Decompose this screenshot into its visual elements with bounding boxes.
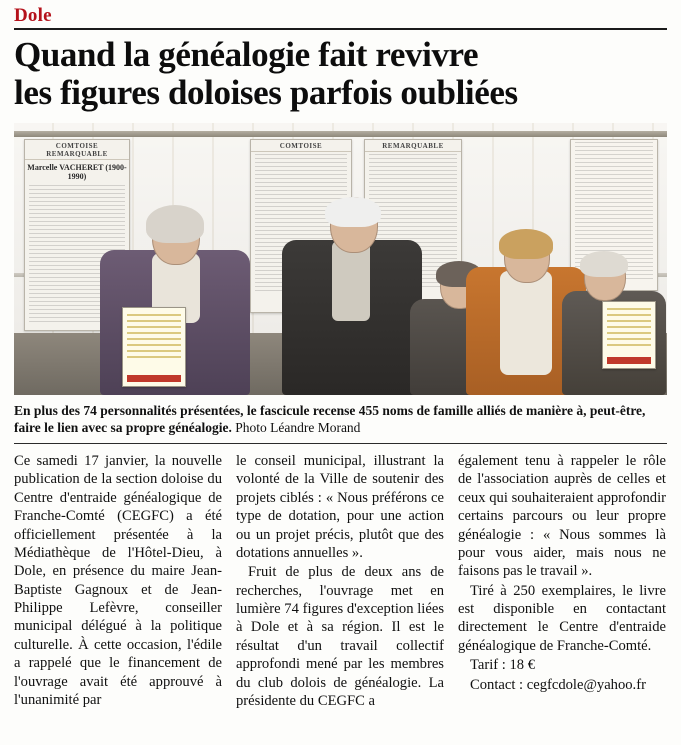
book-band	[127, 375, 181, 382]
article-column-3	[458, 452, 666, 733]
caption-divider	[14, 443, 667, 444]
paragraph: également tenu à rappeler le rôle de l'association auprès de celles et ceux qui souhaiteraient approfondir certains parcours ou leur propre généalogie : « Nous sommes là pour vous aider, mais nous ne faisons pas le travail ».	[458, 453, 666, 580]
headline-line-2: les figures doloises parfois oubliées	[14, 73, 518, 113]
exhibit-panel-name: Marcelle VACHERET (1900-1990)	[27, 162, 127, 181]
person-5-hair	[580, 251, 628, 277]
contact-info: Contact : cegfcdole@yahoo.fr	[470, 676, 646, 693]
paragraph: le conseil municipal, illustrant la volonté de la Ville de soutenir des projets ciblés : « Nous préférons ce type de dotation, pour une action ou un projet précis, plutôt que des dotations annuelles ».	[236, 453, 444, 561]
book-lines	[127, 314, 181, 361]
paragraph: Tiré à 250 exemplaires, le livre est disponible en contactant directement le Centre d'entraide généalogique de Franche-Comté.	[458, 582, 666, 654]
article-photo	[14, 123, 667, 395]
paragraph: Ce samedi 17 janvier, la nouvelle publication de la section doloise du Centre d'entraide généalogique de Franche-Comté (CEGFC) a été officiellement présentée à la Médiathèque de l'Hôtel-Dieu, à Dole, en présence du maire Jean-Baptiste Gagnoux et de Jean-Philippe Lefèvre, conseiller municipal délégué à la politique culturelle. À cette occasion, l'édile a rappelé que le financement de l'ouvrage avait été approuvé à l'unanimité par	[14, 453, 222, 708]
exhibit-panel-header: COMTOISE REMARQUABLE	[25, 140, 129, 160]
headline-line-1: Quand la généalogie fait revivre	[14, 34, 479, 74]
person-2-hair	[325, 197, 381, 227]
caption-text: En plus des 74 personnalités présentées, le fascicule recense 455 noms de famille alliés de manière à, peut-être, faire le lien avec sa propre généalogie.	[14, 402, 646, 436]
board-beam-top	[14, 131, 667, 137]
paragraph: Fruit de plus de deux ans de recherches, l'ouvrage met en lumière 74 figures d'exception liées à Dole et à sa région. Il est le résultat d'un travail collectif approfondi mené par les membres du club dolois de généalogie. La présidente du CEGFC a	[236, 564, 444, 709]
photo-credit: Photo Léandre Morand	[235, 420, 361, 436]
person-1-book	[122, 307, 186, 387]
photo-caption	[14, 402, 667, 437]
article-column-2	[236, 452, 444, 733]
kicker-divider	[14, 28, 667, 30]
article-column-1	[14, 452, 222, 733]
person-2-shirt	[332, 241, 370, 321]
book-band-2	[607, 357, 651, 364]
person-5-book	[602, 301, 656, 369]
price-info: Tarif : 18 €	[470, 657, 536, 674]
person-5	[562, 245, 666, 395]
article-body	[14, 452, 667, 733]
person-4-top	[500, 271, 552, 375]
book-lines-2	[607, 308, 651, 348]
section-kicker: Dole	[14, 5, 52, 26]
exhibit-panel-header-3: REMARQUABLE	[365, 140, 461, 152]
page-title	[14, 36, 667, 113]
person-2	[282, 180, 422, 395]
person-1-hair	[146, 205, 204, 243]
exhibit-panel-header-2: COMTOISE	[251, 140, 351, 152]
person-4-hair	[499, 229, 553, 259]
person-1	[100, 195, 250, 395]
